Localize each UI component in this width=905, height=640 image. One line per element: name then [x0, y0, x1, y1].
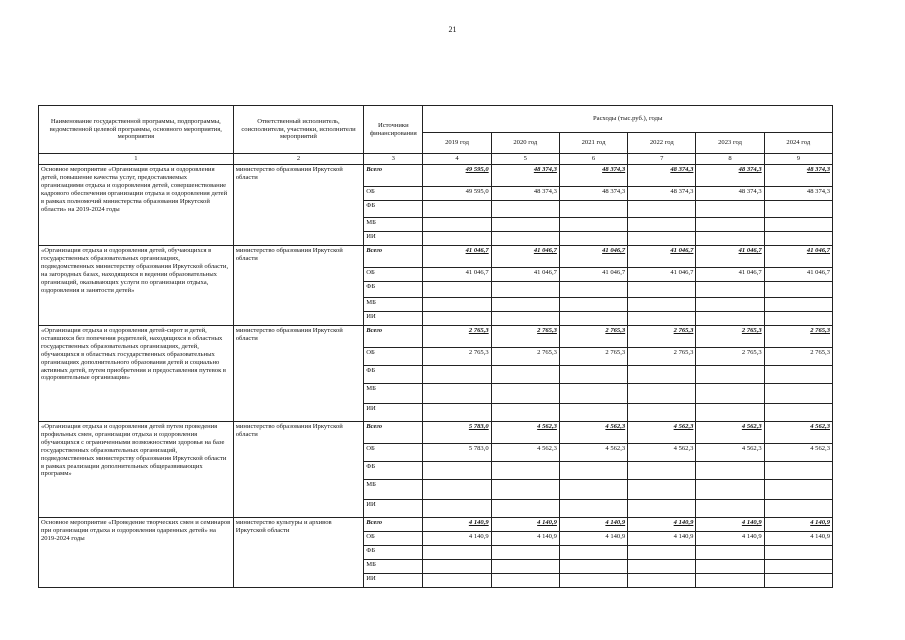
- funding-source: Всего: [364, 246, 423, 268]
- expense-cell: [559, 404, 627, 422]
- expense-cell: [423, 366, 491, 384]
- header-year: 2019 год: [423, 133, 491, 154]
- expense-cell: 2 765,3: [628, 348, 696, 366]
- expense-cell: [696, 384, 764, 404]
- total-expense-cell: 4 140,9: [559, 518, 627, 532]
- total-expense-cell: 2 765,3: [628, 326, 696, 348]
- funding-source: ОБ: [364, 187, 423, 201]
- expense-cell: 4 140,9: [423, 532, 491, 546]
- expense-cell: [696, 480, 764, 500]
- header-year: 2022 год: [628, 133, 696, 154]
- expense-cell: [764, 298, 832, 312]
- expense-cell: [559, 574, 627, 588]
- activity-executor: министерство образования Иркутской области: [233, 165, 363, 246]
- expense-cell: [696, 201, 764, 218]
- total-expense-cell: 41 046,7: [628, 246, 696, 268]
- expense-cell: 48 374,3: [628, 187, 696, 201]
- expense-cell: 41 046,7: [491, 268, 559, 282]
- total-expense-cell: 4 562,3: [696, 422, 764, 444]
- expense-cell: 4 140,9: [559, 532, 627, 546]
- expense-cell: [696, 404, 764, 422]
- total-expense-cell: 4 562,3: [764, 422, 832, 444]
- expense-cell: [491, 282, 559, 298]
- expense-cell: 49 595,0: [423, 187, 491, 201]
- total-expense-cell: 41 046,7: [764, 246, 832, 268]
- funding-source: ФБ: [364, 366, 423, 384]
- funding-source: ИИ: [364, 312, 423, 326]
- funding-source: ОБ: [364, 444, 423, 462]
- expense-cell: 41 046,7: [764, 268, 832, 282]
- expense-cell: [628, 298, 696, 312]
- expense-cell: 48 374,3: [559, 187, 627, 201]
- expense-cell: [423, 462, 491, 480]
- expense-cell: 4 562,3: [559, 444, 627, 462]
- funding-source: Всего: [364, 326, 423, 348]
- expense-cell: 41 046,7: [696, 268, 764, 282]
- column-number: 1: [39, 154, 234, 165]
- funding-source: ОБ: [364, 268, 423, 282]
- expense-cell: [764, 500, 832, 518]
- funding-source: Всего: [364, 518, 423, 532]
- expense-cell: [628, 282, 696, 298]
- header-year: 2023 год: [696, 133, 764, 154]
- expense-cell: [764, 232, 832, 246]
- funding-source: ФБ: [364, 546, 423, 560]
- activity-executor: министерство образования Иркутской области: [233, 246, 363, 326]
- expense-cell: 4 562,3: [491, 444, 559, 462]
- expense-cell: [559, 384, 627, 404]
- expense-cell: [491, 384, 559, 404]
- total-expense-cell: 4 140,9: [628, 518, 696, 532]
- expense-cell: [628, 312, 696, 326]
- expense-cell: [491, 312, 559, 326]
- expense-cell: [628, 500, 696, 518]
- expense-cell: [696, 574, 764, 588]
- expense-cell: [559, 500, 627, 518]
- expense-cell: [491, 404, 559, 422]
- expense-cell: [559, 560, 627, 574]
- expenses-table: [38, 105, 833, 588]
- total-expense-cell: 48 374,3: [764, 165, 832, 187]
- expense-cell: [696, 500, 764, 518]
- expense-cell: [628, 404, 696, 422]
- column-number: 2: [233, 154, 363, 165]
- expense-cell: [764, 312, 832, 326]
- expense-cell: [491, 560, 559, 574]
- expense-cell: [628, 232, 696, 246]
- expense-cell: 4 562,3: [764, 444, 832, 462]
- activity-executor: министерство образования Иркутской области: [233, 326, 363, 422]
- expense-cell: 48 374,3: [696, 187, 764, 201]
- activity-name: «Организация отдыха и оздоровления детей путем проведения профильных смен, организации отдыха и оздоровления обучающихся с ограниченными возможностями здоровья на базе государственных образовательных организаций, подведомственных министерству образования Иркутской области в рамках реализации дополнительных общеразвивающих программ»: [39, 422, 234, 518]
- expense-cell: 4 140,9: [764, 532, 832, 546]
- expense-cell: [764, 201, 832, 218]
- expense-cell: [491, 232, 559, 246]
- header-source: Источники финансирования: [364, 106, 423, 154]
- total-expense-cell: 4 562,3: [491, 422, 559, 444]
- expense-cell: 4 562,3: [628, 444, 696, 462]
- funding-source: МБ: [364, 480, 423, 500]
- activity-executor: министерство образования Иркутской области: [233, 422, 363, 518]
- total-expense-cell: 48 374,3: [696, 165, 764, 187]
- header-name: Наименование государственной программы, подпрограммы, ведомственной целевой программы, основного мероприятия, мероприятия: [39, 106, 234, 154]
- total-expense-cell: 49 595,0: [423, 165, 491, 187]
- expense-cell: [696, 462, 764, 480]
- column-number: 6: [559, 154, 627, 165]
- expense-cell: [491, 201, 559, 218]
- expense-cell: 4 140,9: [628, 532, 696, 546]
- expense-cell: 2 765,3: [764, 348, 832, 366]
- activity-name: «Организация отдыха и оздоровления детей-сирот и детей, оставшихся без попечения родителей, находящихся в областных государственных образовательных организациях, детей, обучающихся в областных государственных образовательных организациях дополнительного образования детей и социально активных детей, путем приобретения и предоставления путевок в оздоровительные организации»: [39, 326, 234, 422]
- expense-cell: [559, 232, 627, 246]
- header-year: 2024 год: [764, 133, 832, 154]
- total-expense-cell: 4 562,3: [628, 422, 696, 444]
- total-expense-cell: 4 140,9: [764, 518, 832, 532]
- activity-name: «Организация отдыха и оздоровления детей, обучающихся в государственных образовательных организациях, подведомственных министерству образования Иркутской области, на загородных базах, находящихся в ведении образовательных организаций, оказывающих услуги по организации отдыха, оздоровления и занятости детей»: [39, 246, 234, 326]
- funding-source: ФБ: [364, 462, 423, 480]
- header-year: 2020 год: [491, 133, 559, 154]
- header-year: 2021 год: [559, 133, 627, 154]
- header-executor: Ответственный исполнитель, соисполнители, участники, исполнители мероприятий: [233, 106, 363, 154]
- total-expense-cell: 41 046,7: [696, 246, 764, 268]
- expense-cell: [764, 480, 832, 500]
- funding-source: МБ: [364, 298, 423, 312]
- total-expense-cell: 2 765,3: [423, 326, 491, 348]
- table-row: [39, 165, 833, 187]
- funding-source: МБ: [364, 384, 423, 404]
- funding-source: ИИ: [364, 500, 423, 518]
- expense-cell: [423, 201, 491, 218]
- expense-cell: [423, 282, 491, 298]
- page-number: 21: [448, 25, 457, 34]
- expense-cell: [423, 546, 491, 560]
- total-expense-cell: 41 046,7: [423, 246, 491, 268]
- expense-cell: [559, 480, 627, 500]
- total-expense-cell: 48 374,3: [628, 165, 696, 187]
- funding-source: ФБ: [364, 201, 423, 218]
- expense-cell: [559, 298, 627, 312]
- expense-cell: [764, 366, 832, 384]
- funding-source: МБ: [364, 560, 423, 574]
- expense-cell: [696, 298, 764, 312]
- expense-cell: 2 765,3: [696, 348, 764, 366]
- expense-cell: [696, 218, 764, 232]
- funding-source: ИИ: [364, 404, 423, 422]
- funding-source: ФБ: [364, 282, 423, 298]
- column-number: 3: [364, 154, 423, 165]
- expense-cell: [559, 218, 627, 232]
- expense-cell: [628, 201, 696, 218]
- expense-cell: 41 046,7: [423, 268, 491, 282]
- expense-cell: [696, 546, 764, 560]
- expense-cell: [423, 298, 491, 312]
- total-expense-cell: 4 562,3: [559, 422, 627, 444]
- total-expense-cell: 2 765,3: [491, 326, 559, 348]
- activity-name: Основное мероприятие «Организация отдыха и оздоровления детей, повышение качества услуг, предоставляемых организациями отдыха и оздоровления детей, совершенствование кадрового обеспечения организации отдыха и оздоровления детей в рамках полномочий министерства образования Иркутской области» на 2019-2024 годы: [39, 165, 234, 246]
- expense-cell: [764, 384, 832, 404]
- expense-cell: 48 374,3: [764, 187, 832, 201]
- funding-source: ОБ: [364, 532, 423, 546]
- expense-cell: [559, 201, 627, 218]
- total-expense-cell: 5 783,0: [423, 422, 491, 444]
- total-expense-cell: 41 046,7: [559, 246, 627, 268]
- total-expense-cell: 48 374,3: [559, 165, 627, 187]
- column-number: 9: [764, 154, 832, 165]
- expense-cell: [491, 480, 559, 500]
- expense-cell: [628, 218, 696, 232]
- column-number: 7: [628, 154, 696, 165]
- expense-cell: [423, 480, 491, 500]
- total-expense-cell: 2 765,3: [559, 326, 627, 348]
- expense-cell: [423, 560, 491, 574]
- expense-cell: 4 140,9: [491, 532, 559, 546]
- total-expense-cell: 4 140,9: [696, 518, 764, 532]
- expense-cell: [423, 384, 491, 404]
- funding-source: Всего: [364, 422, 423, 444]
- funding-source: Всего: [364, 165, 423, 187]
- expense-cell: 48 374,3: [491, 187, 559, 201]
- expense-cell: 2 765,3: [559, 348, 627, 366]
- expense-cell: [628, 480, 696, 500]
- funding-source: ОБ: [364, 348, 423, 366]
- expense-cell: 2 765,3: [423, 348, 491, 366]
- expense-cell: 41 046,7: [628, 268, 696, 282]
- expense-cell: [491, 546, 559, 560]
- expense-cell: [491, 500, 559, 518]
- funding-source: ИИ: [364, 232, 423, 246]
- expense-cell: [764, 282, 832, 298]
- activity-name: Основное мероприятие «Проведение творческих смен и семинаров при организации отдыха и оздоровления одаренных детей» на 2019-2024 годы: [39, 518, 234, 588]
- expense-cell: [423, 312, 491, 326]
- expense-cell: [696, 312, 764, 326]
- funding-source: МБ: [364, 218, 423, 232]
- expense-cell: [764, 404, 832, 422]
- table-body: [39, 165, 833, 588]
- table-row: [39, 518, 833, 532]
- total-expense-cell: 2 765,3: [764, 326, 832, 348]
- expense-cell: 5 783,0: [423, 444, 491, 462]
- expense-cell: [559, 282, 627, 298]
- expense-cell: [628, 546, 696, 560]
- expense-cell: [696, 282, 764, 298]
- expense-cell: [423, 218, 491, 232]
- total-expense-cell: 48 374,3: [491, 165, 559, 187]
- expense-cell: [491, 366, 559, 384]
- header-expenses: Расходы (тыс.руб.), годы: [423, 106, 833, 133]
- total-expense-cell: 2 765,3: [696, 326, 764, 348]
- column-number: 5: [491, 154, 559, 165]
- expense-cell: [423, 404, 491, 422]
- expense-cell: [764, 546, 832, 560]
- expense-cell: [491, 298, 559, 312]
- expense-cell: 4 140,9: [696, 532, 764, 546]
- expense-cell: [559, 546, 627, 560]
- activity-executor: министерство культуры и архивов Иркутской области: [233, 518, 363, 588]
- total-expense-cell: 41 046,7: [491, 246, 559, 268]
- expense-cell: [696, 366, 764, 384]
- expense-cell: [491, 574, 559, 588]
- expense-cell: [628, 366, 696, 384]
- expense-cell: 2 765,3: [491, 348, 559, 366]
- expense-cell: [696, 560, 764, 574]
- expense-cell: [423, 574, 491, 588]
- expense-cell: [423, 500, 491, 518]
- total-expense-cell: 4 140,9: [491, 518, 559, 532]
- expense-cell: [628, 462, 696, 480]
- expense-cell: 4 562,3: [696, 444, 764, 462]
- table-row: [39, 422, 833, 444]
- table-header: [39, 106, 833, 165]
- funding-source: ИИ: [364, 574, 423, 588]
- expense-cell: [628, 384, 696, 404]
- table-row: [39, 326, 833, 348]
- expense-cell: [696, 232, 764, 246]
- expense-cell: [628, 574, 696, 588]
- table-row: [39, 246, 833, 268]
- expense-cell: [764, 462, 832, 480]
- expense-cell: [764, 560, 832, 574]
- column-number: 4: [423, 154, 491, 165]
- expense-cell: [491, 218, 559, 232]
- expense-cell: [491, 462, 559, 480]
- expense-cell: 41 046,7: [559, 268, 627, 282]
- expense-cell: [764, 574, 832, 588]
- expense-cell: [559, 462, 627, 480]
- expense-cell: [559, 312, 627, 326]
- total-expense-cell: 4 140,9: [423, 518, 491, 532]
- expense-cell: [764, 218, 832, 232]
- expense-cell: [559, 366, 627, 384]
- expense-cell: [628, 560, 696, 574]
- expense-cell: [423, 232, 491, 246]
- column-number: 8: [696, 154, 764, 165]
